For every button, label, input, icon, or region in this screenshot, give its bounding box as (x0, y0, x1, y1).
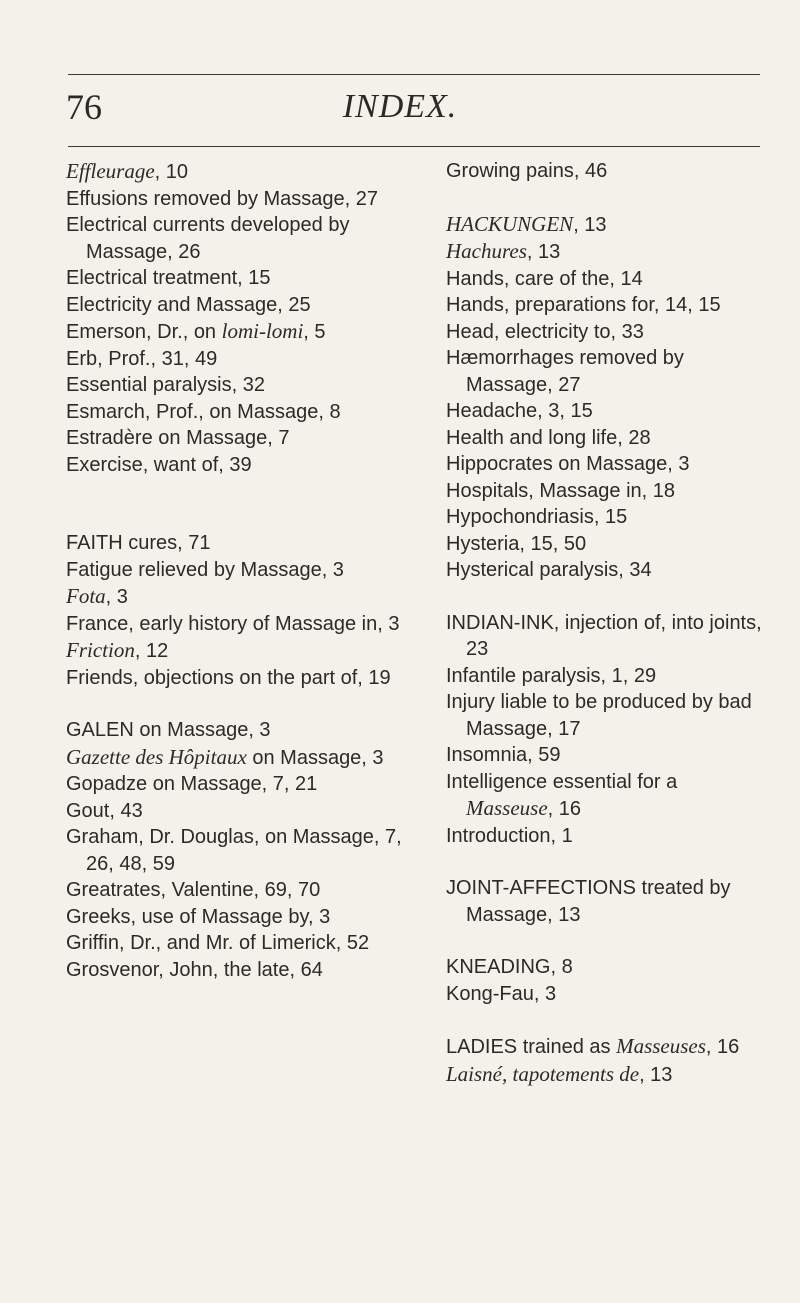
index-entry: Hæmorrhages removed by Massage, 27 (446, 347, 684, 396)
index-entry: Fota, 3 (66, 584, 128, 608)
index-entry: Hands, care of the, 14 (446, 267, 643, 290)
index-entry: Hypochondriasis, 15 (446, 506, 628, 528)
index-entry: HACKUNGEN, 13 (446, 211, 607, 236)
index-entry: Head, electricity to, 33 (446, 320, 644, 343)
index-column-left (66, 158, 424, 983)
header-rule-bottom (68, 146, 760, 147)
index-entry: Introduction, 1 (446, 824, 573, 847)
index-entry: Intelligence essential for a Masseuse, 16 (446, 770, 678, 820)
header-rule-top (68, 74, 760, 75)
index-entry: Effleurage, 10 (66, 159, 189, 183)
index-entry: Esmarch, Prof., on Massage, 8 (66, 400, 341, 423)
index-entry: Gout, 43 (66, 799, 143, 822)
index-entry: LADIES trained as Masseuses, 16 (446, 1034, 740, 1058)
index-entry: Kong-Fau, 3 (446, 982, 557, 1005)
index-entry: JOINT-AFFECTIONS treated by Massage, 13 (446, 877, 731, 926)
index-entry: KNEADING, 8 (446, 956, 573, 978)
index-entry: France, early history of Massage in, 3 (66, 612, 400, 635)
index-entry: Effusions removed by Massage, 27 (66, 187, 379, 210)
index-entry: Hysterical paralysis, 34 (446, 559, 652, 581)
index-entry: Hachures, 13 (446, 239, 561, 263)
index-entry: Health and long life, 28 (446, 426, 651, 449)
index-entry: Electrical currents developed by Massage, 26 (66, 214, 350, 263)
index-entry: Insomnia, 59 (446, 744, 561, 766)
index-entry: Greatrates, Valentine, 69, 70 (66, 879, 321, 901)
index-entry: GALEN on Massage, 3 (66, 719, 271, 741)
index-entry: Injury liable to be produced by bad Massage, 17 (446, 691, 752, 740)
index-entry: Graham, Dr. Douglas, on Massage, 7, 26, 48, 59 (66, 826, 402, 875)
index-entry: Griffin, Dr., and Mr. of Limerick, 52 (66, 932, 370, 954)
index-entry: Greeks, use of Massage by, 3 (66, 905, 331, 928)
index-entry: Hippocrates on Massage, 3 (446, 453, 690, 475)
page-number: 76 (66, 87, 102, 127)
index-entry: Grosvenor, John, the late, 64 (66, 958, 323, 981)
index-entry: Estradère on Massage, 7 (66, 427, 290, 449)
index-entry: Essential paralysis, 32 (66, 374, 265, 396)
index-entry: Electrical treatment, 15 (66, 267, 271, 289)
index-entry: Gazette des Hôpitaux on Massage, 3 (66, 744, 384, 769)
index-entry: Hospitals, Massage in, 18 (446, 479, 676, 502)
index-entry: Exercise, want of, 39 (66, 453, 252, 476)
index-entry: Friends, objections on the part of, 19 (66, 666, 391, 689)
index-entry: Infantile paralysis, 1, 29 (446, 664, 657, 687)
index-entry: Headache, 3, 15 (446, 400, 593, 422)
index-column-right (446, 158, 766, 1088)
index-entry: Emerson, Dr., on lomi-lomi, 5 (66, 319, 326, 343)
index-entry: Friction, 12 (66, 638, 169, 662)
index-entry: Electricity and Massage, 25 (66, 293, 311, 316)
index-entry: Growing pains, 46 (446, 160, 608, 182)
index-entry: Hands, preparations for, 14, 15 (446, 294, 721, 316)
index-entry: INDIAN-INK, injection of, into joints, 23 (446, 611, 762, 660)
index-entry: FAITH cures, 71 (66, 532, 211, 554)
index-entry: Hysteria, 15, 50 (446, 532, 587, 555)
index-entry: Gopadze on Massage, 7, 21 (66, 773, 318, 795)
index-entry: Erb, Prof., 31, 49 (66, 347, 218, 370)
index-entry: Fatigue relieved by Massage, 3 (66, 558, 344, 581)
index-entry: Laisné, tapotements de, 13 (446, 1061, 673, 1086)
page-header: INDEX. (342, 88, 458, 125)
